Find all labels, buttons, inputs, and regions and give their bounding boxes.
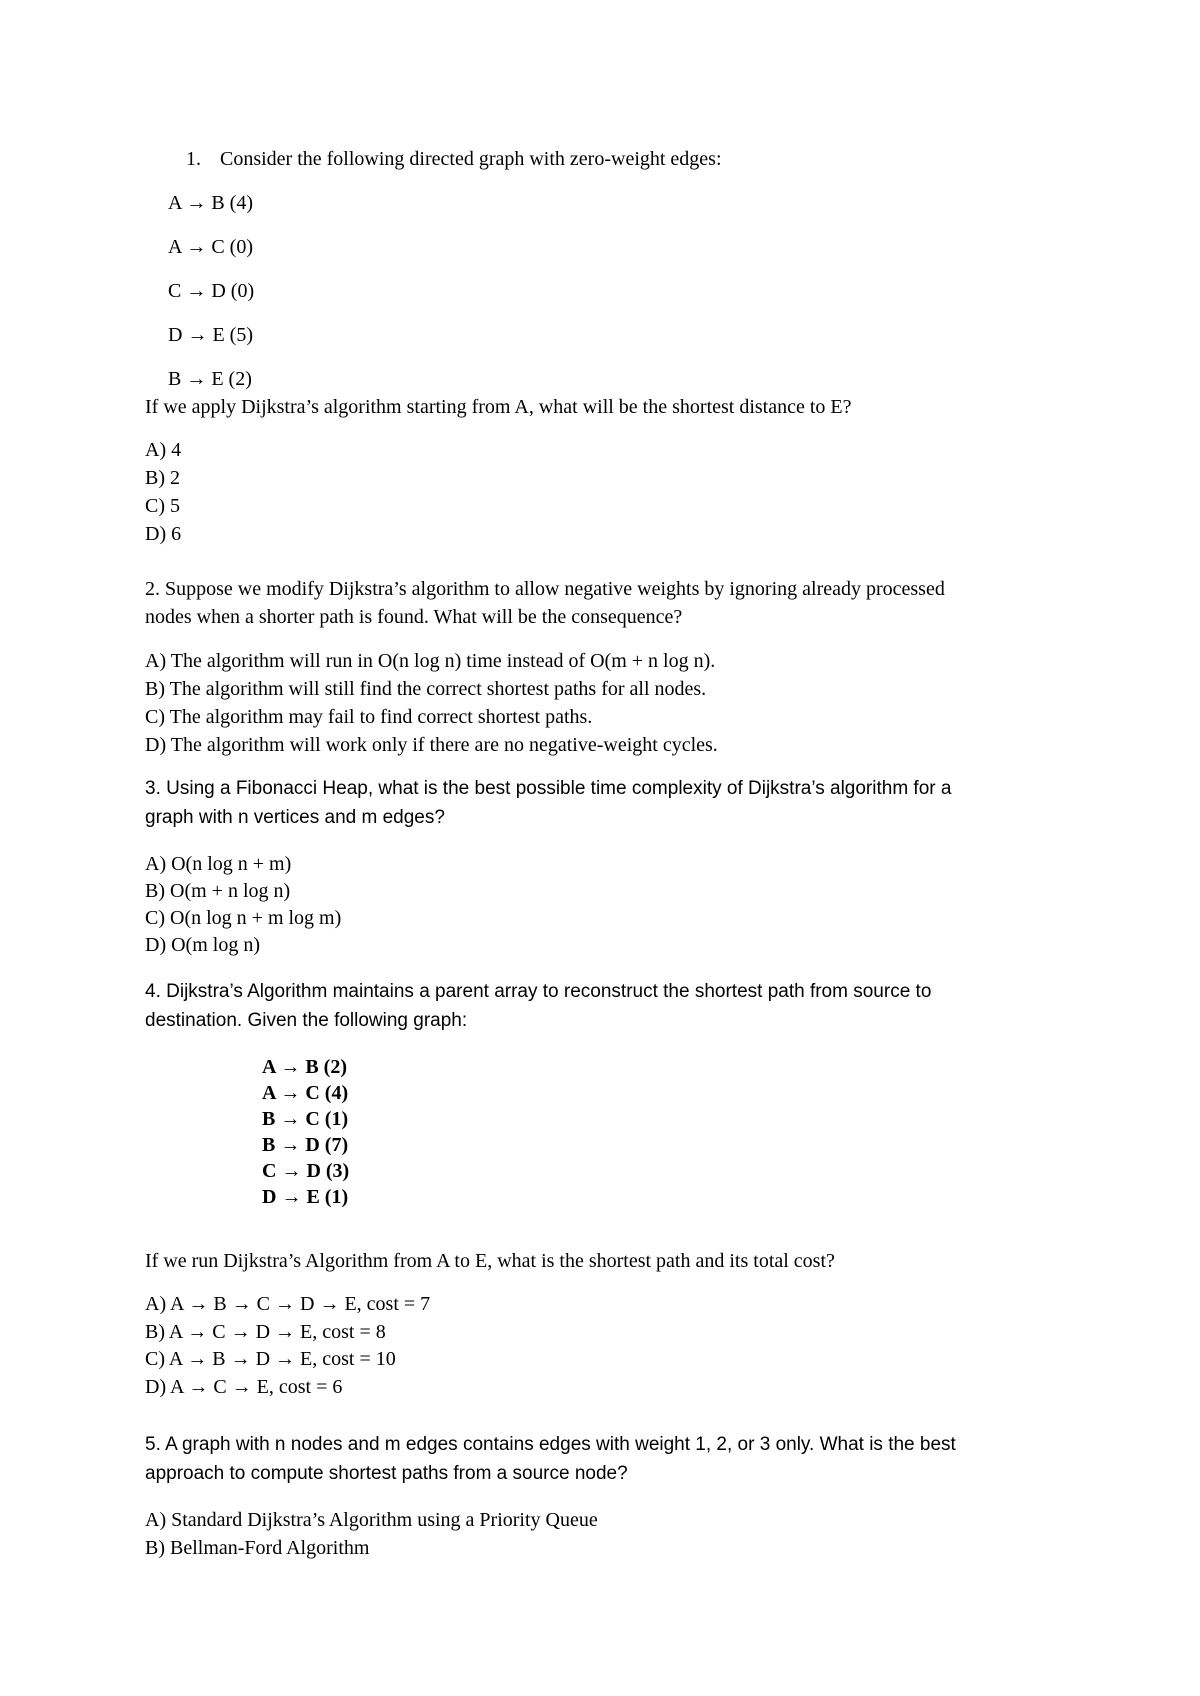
- q2-text-line: 2. Suppose we modify Dijkstra’s algorithm to allow negative weights by ignoring already processed: [145, 578, 945, 600]
- q3-option: B) O(m + n log n): [145, 880, 291, 902]
- q4-text-line: destination. Given the following graph:: [145, 1010, 468, 1031]
- q1-number: 1.: [186, 148, 201, 170]
- q1-option: A) 4: [145, 439, 182, 461]
- q4-edge: B → C (1): [262, 1108, 349, 1130]
- q4-text-line: 4. Dijkstra’s Algorithm maintains a parent array to reconstruct the shortest path from source to: [145, 981, 932, 1002]
- q2-option: B) The algorithm will still find the correct shortest paths for all nodes.: [145, 678, 707, 700]
- q4-option: D) A → C → E, cost = 6: [145, 1376, 343, 1398]
- q2-option: C) The algorithm may fail to find correct shortest paths.: [145, 706, 593, 728]
- q1-edge: A → C (0): [168, 236, 253, 258]
- q5-option: B) Bellman-Ford Algorithm: [145, 1537, 370, 1559]
- q4-edge: B → D (7): [262, 1134, 349, 1156]
- q1-option: C) 5: [145, 495, 180, 517]
- q4-edge: D → E (1): [262, 1186, 349, 1208]
- q1-edge: B → E (2): [168, 368, 252, 390]
- q2-text-line: nodes when a shorter path is found. What will be the consequence?: [145, 606, 683, 628]
- q3-option: D) O(m log n): [145, 934, 260, 956]
- q2-option: A) The algorithm will run in O(n log n) time instead of O(m + n log n).: [145, 650, 716, 672]
- q2-option: D) The algorithm will work only if there are no negative-weight cycles.: [145, 734, 718, 756]
- q1-option: D) 6: [145, 523, 182, 545]
- q1-prompt: Consider the following directed graph with zero-weight edges:: [220, 148, 722, 170]
- q5-option: A) Standard Dijkstra’s Algorithm using a Priority Queue: [145, 1509, 598, 1531]
- q5-text-line: 5. A graph with n nodes and m edges contains edges with weight 1, 2, or 3 only. What is the best: [145, 1434, 956, 1455]
- q4-option: A) A → B → C → D → E, cost = 7: [145, 1293, 431, 1315]
- q1-edge: C → D (0): [168, 280, 255, 302]
- q4-option: C) A → B → D → E, cost = 10: [145, 1348, 396, 1370]
- q4-edge: A → B (2): [262, 1056, 347, 1078]
- q1-edge: A → B (4): [168, 192, 253, 214]
- q3-text-line: 3. Using a Fibonacci Heap, what is the best possible time complexity of Dijkstra’s algorithm for a: [145, 778, 952, 799]
- q3-option: A) O(n log n + m): [145, 853, 292, 875]
- q1-option: B) 2: [145, 467, 180, 489]
- q4-question: If we run Dijkstra’s Algorithm from A to E, what is the shortest path and its total cost?: [145, 1250, 835, 1272]
- q3-text-line: graph with n vertices and m edges?: [145, 807, 445, 828]
- q1-edge: D → E (5): [168, 324, 253, 346]
- q5-text-line: approach to compute shortest paths from a source node?: [145, 1463, 628, 1484]
- q1-question: If we apply Dijkstra’s algorithm starting from A, what will be the shortest distance to E?: [145, 396, 852, 418]
- q4-edge: C → D (3): [262, 1160, 350, 1182]
- q3-option: C) O(n log n + m log m): [145, 907, 342, 929]
- q4-edge: A → C (4): [262, 1082, 349, 1104]
- q4-option: B) A → C → D → E, cost = 8: [145, 1321, 386, 1343]
